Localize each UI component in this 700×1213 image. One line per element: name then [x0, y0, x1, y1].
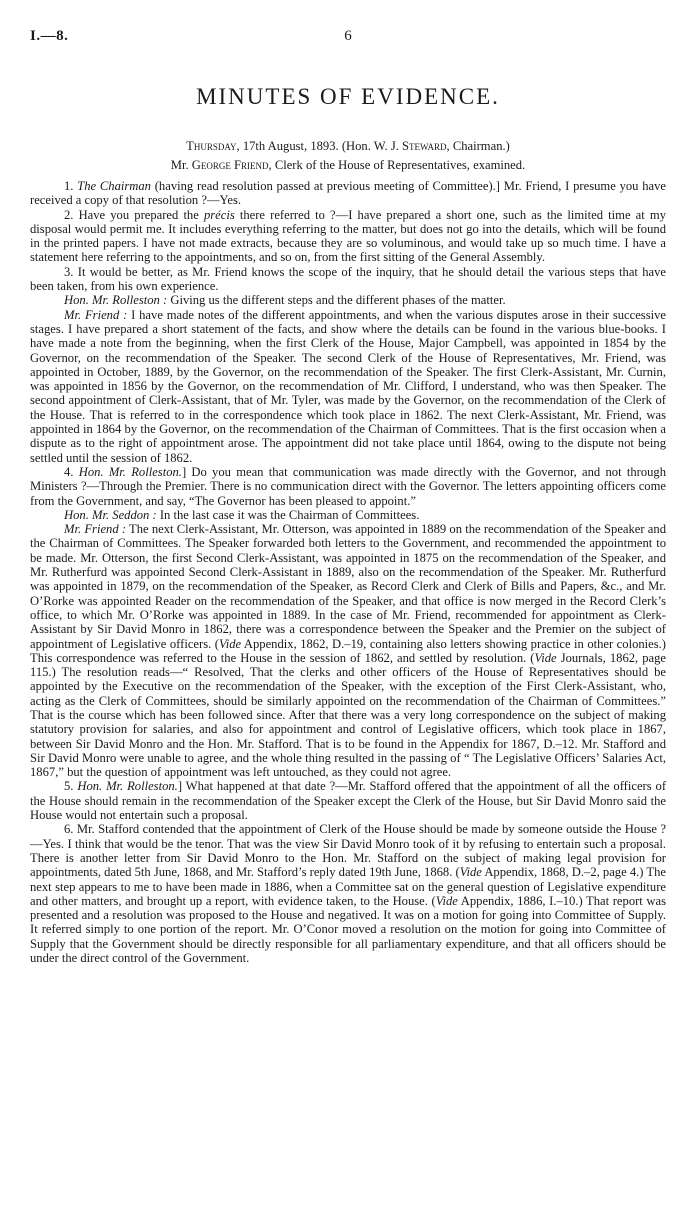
chairman-suffix: , Chairman.)	[446, 139, 510, 153]
italic-text-run: Hon. Mr. Rolleston.	[78, 464, 182, 479]
chairman-prefix: (Hon. W. J.	[341, 139, 403, 153]
text-run: there referred to ?—I have prepared a short one, such as the limited time at my disposal would permit me. It includes everything referring to the matter, but does not go into the details, which will be found in the printed papers. I have not made extracts, because they are so voluminous, and would take up so much time. I have a statement here referring to the appointments, and so on, from the first sitting of the General Assembly.	[30, 207, 666, 265]
text-run: ] Do you mean that communication was made directly with the Governor, and not through Ministers ?—Through the Premier. There is no communication direct with the Governor. The letters appointing officers come from the Government, and say, “The Governor has been pleased to appoint.”	[30, 464, 667, 508]
evidence-paragraph	[30, 293, 666, 307]
evidence-paragraph	[30, 508, 666, 522]
witness-prefix: Mr.	[170, 158, 192, 172]
document-reference: I.—8.	[30, 28, 69, 44]
italic-text-run: précis	[203, 207, 235, 222]
witness-name: George Friend	[191, 158, 269, 172]
text-run: Appendix, 1886, I.–10.) That report was presented and a resolution was proposed to the House and negatived. It was on a motion for going into Committee of Supply. It referred simply to one portion of the report. Mr. O’Conor moved a resolution on the motion for going into Committee of Supply that the Government should be directly responsible for all parliamentary expenditure, and that all officers should be under the direct control of the Government.	[30, 893, 666, 966]
italic-text-run: Vide	[459, 865, 482, 880]
text-run: In the last case it was the Chairman of Committees.	[156, 507, 420, 522]
text-run: 2. Have you prepared the	[64, 207, 204, 222]
italic-text-run: Hon. Mr. Seddon :	[64, 507, 157, 522]
evidence-paragraph	[30, 779, 666, 822]
text-run: Journals, 1862, page 115.) The resolution reads—“ Resolved, That the clerks and other officers of the House of Representatives should be appointed by the Executive on the recommendation of the Speaker, with the exception of the First Clerk-Assistant, who, acting as the Clerk of Committees, should be similarly appointed on the recommendation of the Chairman of Committees.” That is the course which has been followed since. After that there was a very long correspondence on the subject of making statutory provision for salaries, and also for appointment and control of Legislative officers, which took place in 1867, between Sir David Monro and the Hon. Mr. Stafford. That is to be found in the Appendix for 1867, D.–12. Mr. Stafford and Sir David Monro were unable to agree, and the whole thing resulted in the passing of “ The Legislative Officers’ Salaries Act, 1867,” but the question of appointment was left untouched, as they could not agree.	[30, 650, 666, 780]
text-run: 3. It would be better, as Mr. Friend knows the scope of the inquiry, that he should detail the various steps that have been taken, from his own experience.	[30, 264, 666, 294]
italic-text-run: Mr. Friend :	[64, 522, 127, 537]
evidence-paragraph	[30, 308, 666, 465]
italic-text-run: Hon. Mr. Rolleston.	[77, 779, 178, 794]
witness-line	[30, 157, 666, 173]
sitting-day: Thursday	[186, 139, 237, 153]
evidence-paragraph	[30, 822, 666, 965]
text-run: 4.	[64, 464, 79, 479]
text-run: Appendix, 1862, D.–19, containing also letters showing practice in other colonies.) This correspondence was referred to the House in the session of 1862, and settled by resolution. (	[30, 636, 666, 665]
italic-text-run: The Chairman	[77, 179, 151, 193]
page-number: 6	[344, 28, 352, 44]
italic-text-run: Vide	[534, 650, 557, 665]
evidence-paragraph	[30, 522, 666, 779]
text-run: I have made notes of the different appointments, and when the various disputes arose in their successive stages. I have prepared a short statement of the facts, and show where the details can be found in the various blue-books. I have made a note from the beginning, when the first Clerk of the House, Major Campbell, was appointed in 1854 by the Governor, on the recommendation of the Speaker. The second Clerk of the House of Representatives, Mr. Friend, was appointed in October, 1889, by the Governor, on the recommendation of the Speaker. The first Clerk-Assistant, Mr. Curnin, was appointed in 1856 by the Governor, on the recommendation of Mr. Clifford, I understand, who was then Speaker. The second appointment of Clerk-Assistant, that of Mr. Tyler, was made by the Governor, on the recommendation of the Clerk of the House. That is referred to in the correspondence which took place in 1862. The next Clerk-Assistant, Mr. Friend, was appointed in 1864 by the Governor, on the recommendation of the Chairman of Committees. That is the first occasion when a dispute as to the right of appointment arose. The appointment did not take place until 1864, owing to the dispute not being settled until the session of 1862.	[30, 307, 666, 465]
text-run: Appendix, 1868, D.–2, page 4.) The next step appears to me to have been made in 1886, when a Committee sat on the general question of Legislative expenditure and other matters, and brought up a report, with evidence taken, to the House. (	[30, 865, 666, 908]
evidence-body	[30, 179, 666, 965]
evidence-paragraph	[30, 179, 666, 208]
italic-text-run: Vide	[218, 636, 242, 651]
italic-text-run: Vide	[435, 893, 458, 908]
text-run: (having read resolution passed at previous meeting of Committee).] Mr. Friend, I presume you have received a copy of that resolution ?—Yes.	[30, 179, 666, 208]
italic-text-run: Hon. Mr. Rolleston :	[64, 293, 168, 308]
text-run: The next Clerk-Assistant, Mr. Otterson, was appointed in 1889 on the recommendation of the Speaker and the Chairman of Committees. The Speaker forwarded both letters to the Government, and recommended the appointment to be made. Mr. Otterson, the first Second Clerk-Assistant, was appointed in 1875 on the recommendation of the Speaker, and Mr. Rutherfurd was appointed Second Clerk-Assistant in 1889, also on the recommendation of the Speaker. Mr. Rutherfurd was appointed in 1879, on the recommendation of the Speaker, as Record Clerk and Clerk of Bills and Papers, &c., and Mr. O’Rorke was appointed Reader on the recommendation of the Speaker, and that office is now merged in the Record Clerk’s office, to which Mr. O’Rorke was appointed in 1889. In the case of Mr. Friend, recommended for appointment as Clerk-Assistant by Sir David Monro in 1862, there was a correspondence between the Speaker and the Premier on the subject of appointment of Legislative officers. (	[30, 522, 666, 651]
sitting-dateline	[30, 138, 666, 154]
text-run: 1.	[64, 179, 78, 193]
sitting-date: , 17th August, 1893.	[236, 139, 339, 153]
chairman-name: Steward	[402, 139, 447, 153]
text-run: 5.	[64, 779, 78, 794]
text-run: 6. Mr. Stafford contended that the appointment of Clerk of the House should be made by someone outside the House ?—Yes. I think that would be the tenor. That was the view Sir David Monro took of it by refusing to entertain such a proposal. There is another letter from Sir David Monro to the Hon. Mr. Stafford on the subject of making legal provision for appointments, dated 5th June, 1868, and Mr. Stafford’s reply dated 19th June, 1868. (	[30, 822, 666, 880]
evidence-paragraph	[30, 208, 666, 265]
text-run: ] What happened at that date ?—Mr. Stafford offered that the appointment of all the officers of the House should remain in the recommendation of the Speaker except the Clerk of the House, but Sir David Monro said the House would not entertain such a proposal.	[30, 779, 667, 823]
witness-role: , Clerk of the House of Representatives, examined.	[268, 158, 526, 172]
running-header	[30, 0, 666, 44]
page-title: MINUTES OF EVIDENCE.	[196, 84, 500, 109]
evidence-paragraph	[30, 265, 666, 294]
text-run: Giving us the different steps and the different phases of the matter.	[167, 293, 506, 308]
evidence-paragraph	[30, 465, 666, 508]
italic-text-run: Mr. Friend :	[64, 307, 128, 322]
